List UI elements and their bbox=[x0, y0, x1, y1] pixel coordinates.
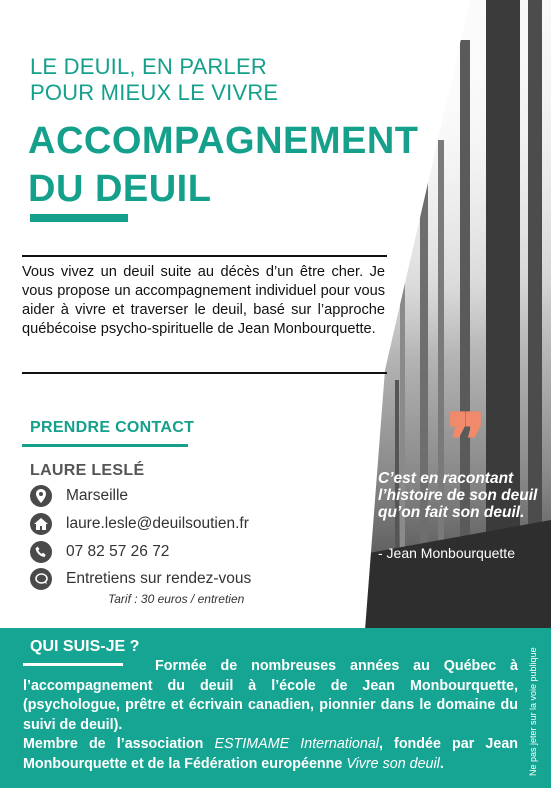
contact-name: LAURE LESLÉ bbox=[30, 462, 145, 479]
contact-phone[interactable] bbox=[30, 540, 169, 564]
contact-appointment bbox=[30, 567, 251, 591]
contact-underline bbox=[22, 444, 188, 447]
about-p2-middle: , fondée par Jean Monbourquette et de la Fédération européenne bbox=[23, 736, 518, 772]
title-line-2: DU DEUIL bbox=[28, 168, 212, 210]
top-divider bbox=[22, 255, 387, 257]
about-title: QUI SUIS-JE ? bbox=[30, 638, 140, 655]
about-p2-before: Membre de l’association bbox=[23, 736, 215, 752]
quote-author: - Jean Monbourquette bbox=[378, 545, 515, 561]
chat-bubble-icon bbox=[30, 568, 52, 590]
page-title bbox=[28, 117, 419, 213]
location-pin-icon bbox=[30, 485, 52, 507]
contact-title: PRENDRE CONTACT bbox=[30, 419, 195, 436]
contact-email[interactable] bbox=[30, 512, 249, 536]
subtitle bbox=[30, 54, 278, 106]
phone-icon bbox=[30, 541, 52, 563]
title-underline bbox=[30, 214, 128, 222]
appointment-text: Entretiens sur rendez-vous bbox=[66, 570, 252, 587]
federation-name: Vivre son deuil bbox=[346, 755, 440, 772]
home-icon bbox=[30, 513, 52, 535]
association-name: ESTIMAME International bbox=[214, 736, 379, 752]
about-p2-after: . bbox=[439, 755, 444, 772]
title-line-1: ACCOMPAGNEMENT bbox=[28, 120, 419, 162]
bottom-divider bbox=[22, 372, 387, 374]
price-note: Tarif : 30 euros / entretien bbox=[108, 592, 245, 606]
about-paragraph-1: Formée de nombreuses années au Québec à l’accompagnement du deuil à l’école de Jean Monbourquette, (psychologue, prêtre et écrivain canadien, pionnier dans le domaine du suivi de deuil). bbox=[23, 658, 518, 733]
email-link[interactable]: laure.lesle@deuilsoutien.fr bbox=[66, 515, 249, 532]
location-text: Marseille bbox=[66, 487, 129, 504]
quote-mark-icon: ❞ bbox=[447, 397, 486, 482]
contact-location bbox=[30, 484, 128, 508]
subtitle-line-1: LE DEUIL, EN PARLER bbox=[30, 54, 267, 79]
quote-text: C’est en racontant l’histoire de son deuil qu’on fait son deuil. bbox=[378, 470, 538, 521]
about-text bbox=[23, 657, 518, 774]
about-paragraph-2 bbox=[23, 735, 518, 774]
intro-paragraph: Vous vivez un deuil suite au décès d’un être cher. Je vous propose un accompagnement individuel pour vous aider à vivre et traverser le deuil, basé sur l’approche québécoise psycho-spirituelle de Jean Monbourquette. bbox=[22, 264, 385, 337]
phone-number[interactable]: 07 82 57 26 72 bbox=[66, 543, 170, 560]
side-note: Ne pas jeter sur la voie publique bbox=[528, 647, 538, 776]
subtitle-line-2: POUR MIEUX LE VIVRE bbox=[30, 80, 279, 105]
